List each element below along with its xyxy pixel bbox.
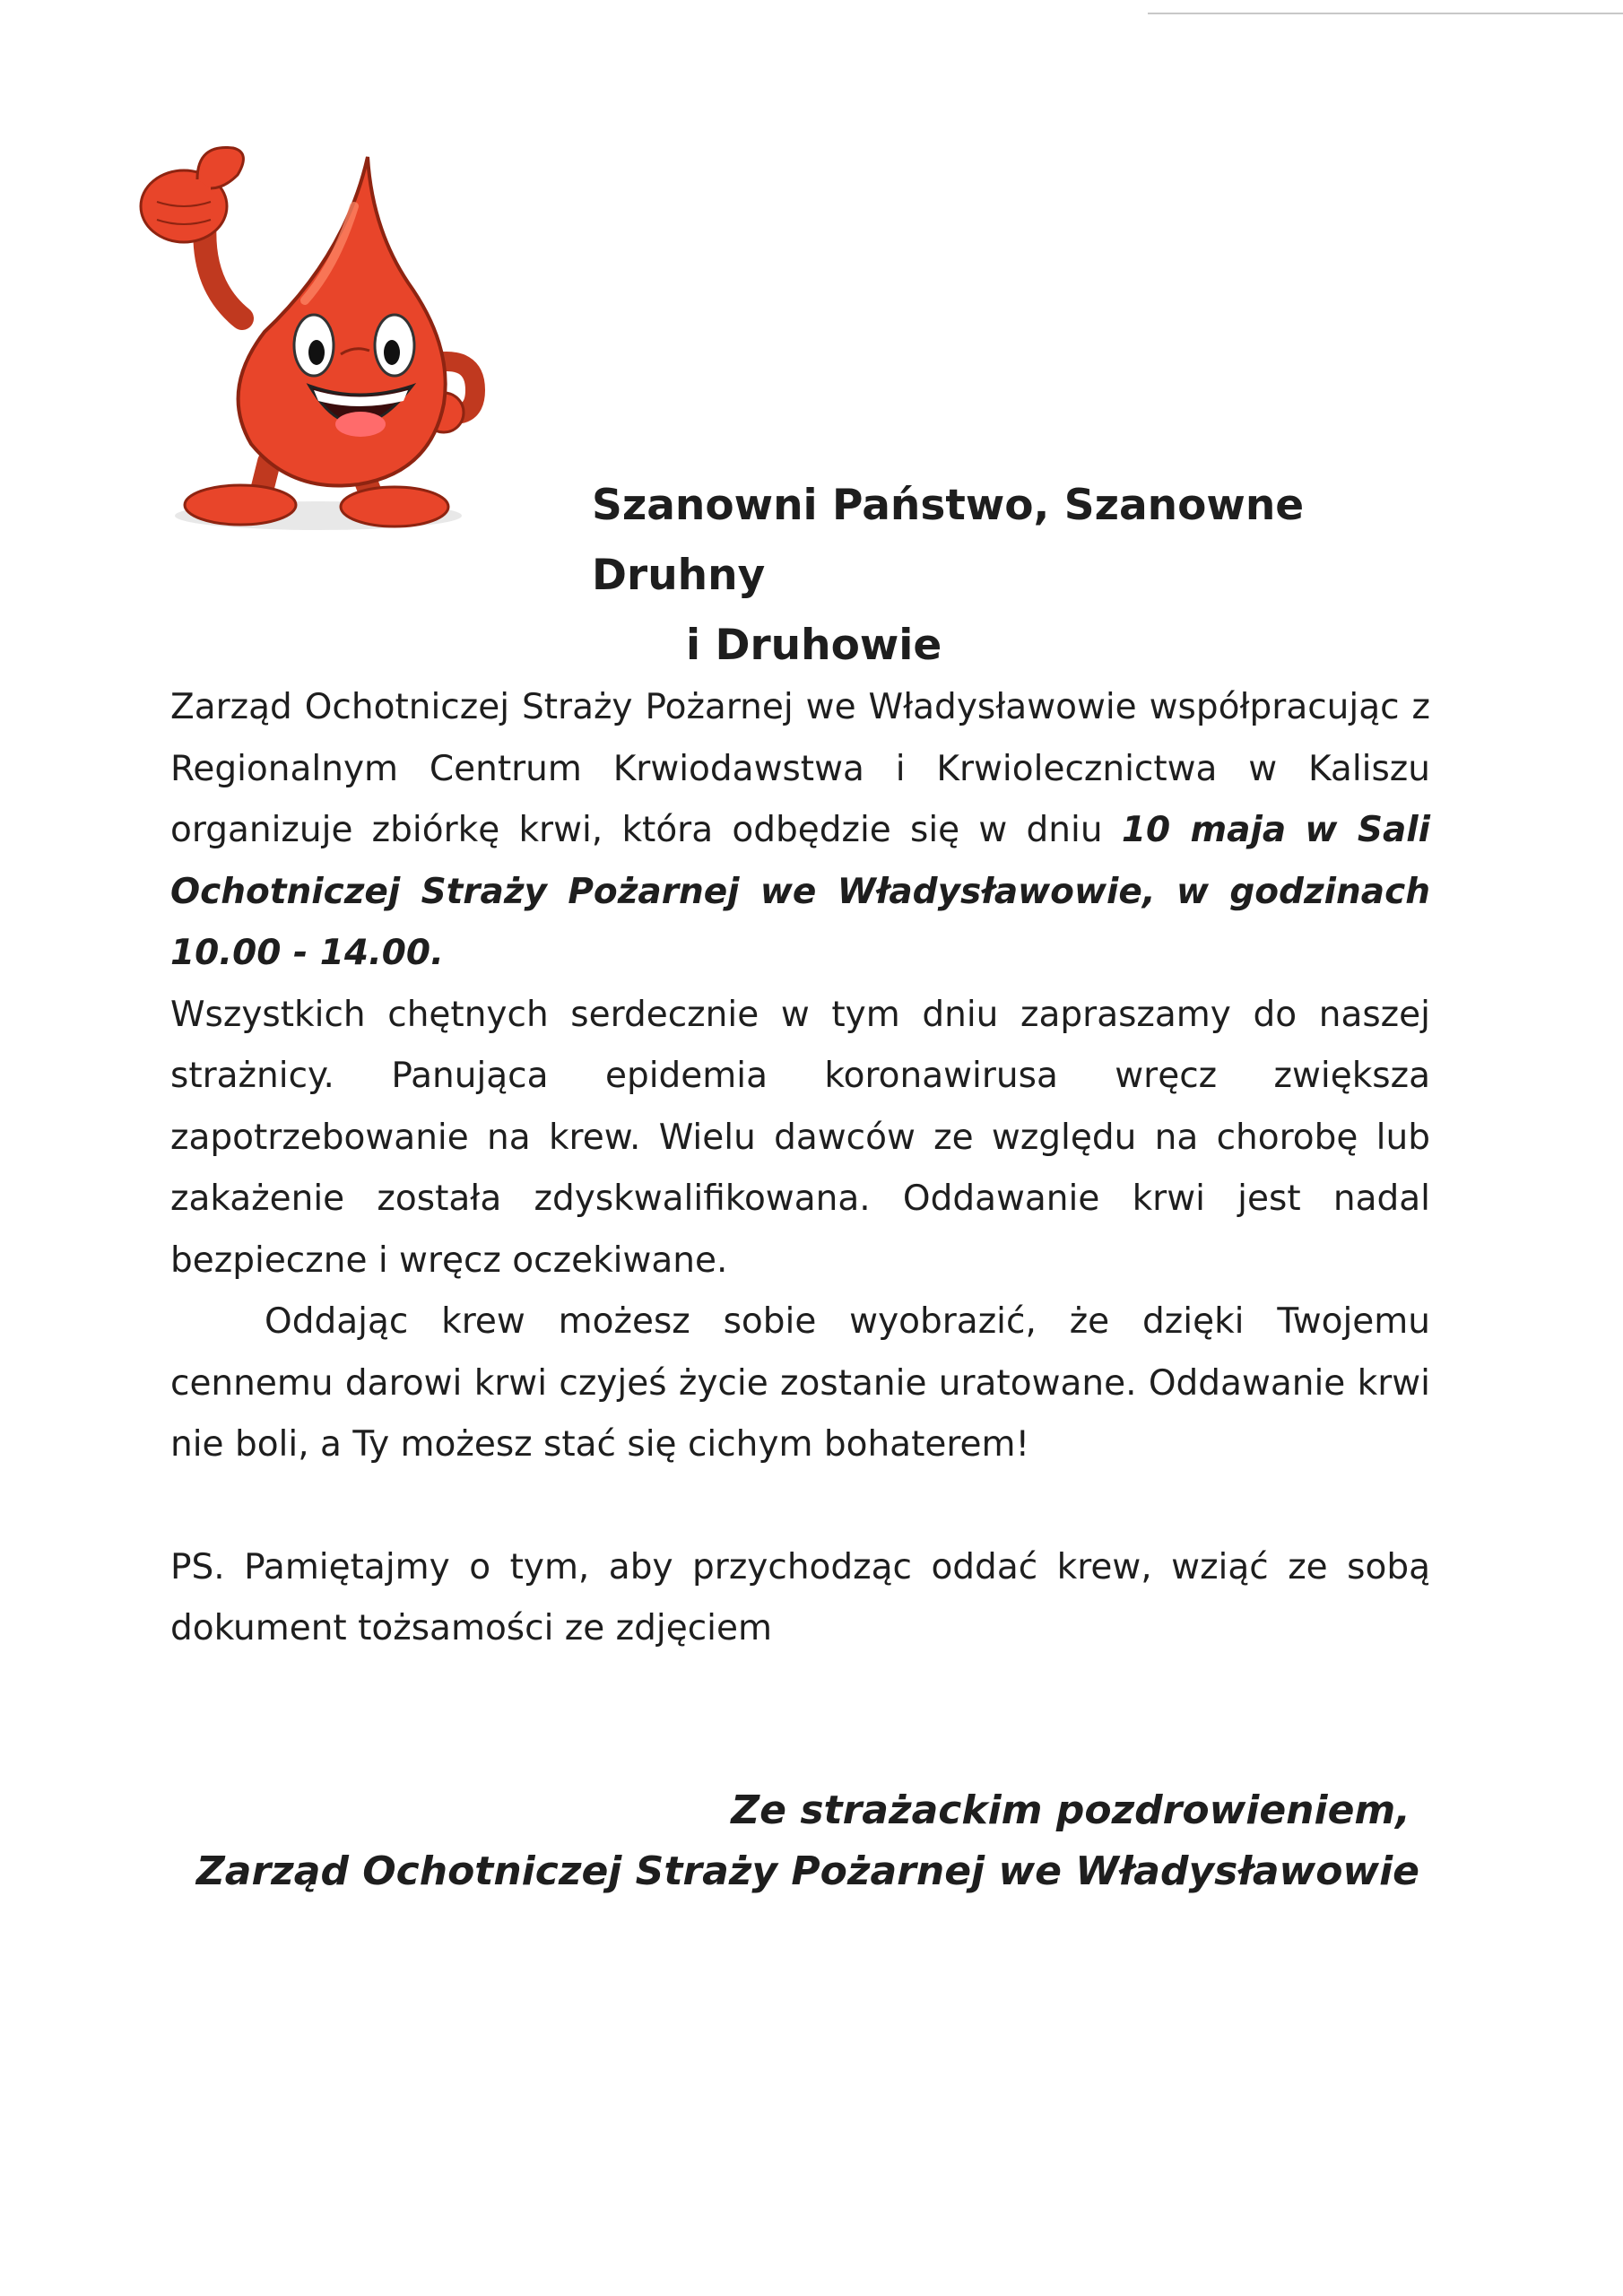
event-date: 10 maja [1121,810,1287,850]
body-paragraph-2: Oddając krew możesz sobie wyobrazić, że dzięki Twojemu cennemu darowi krwi czyjeś życie zostanie uratowane. Oddawanie krwi nie boli, a Ty możesz stać się cichym bohaterem! [170,1301,1430,1465]
closing-signature [195,1780,1419,1902]
intro-paragraph [170,677,1430,985]
greeting-heading [592,471,1453,681]
greeting-line-1: Szanowni Państwo, Szanowne Druhny [592,481,1305,600]
closing-line-1: Ze strażackim pozdrowieniem, [731,1787,1410,1833]
intro-text: Zarząd Ochotniczej Straży Pożarnej we Władysławowie współpracując z Regionalnym Centrum Krwiodawstwa i Krwiolecznictwa w Kaliszu organizuje zbiórkę krwi, która odbędzie się w dniu [170,687,1430,850]
greeting-line-2: i Druhowie [686,621,942,670]
scan-edge-line [1148,13,1623,14]
body-paragraph-1: Wszystkich chętnych serdecznie w tym dniu zapraszamy do naszej strażnicy. Panująca epidemia koronawirusa wręcz zwiększa zapotrzebowanie na krew. Wielu dawców ze względu na chorobę lub zakażenie została zdyskwalifikowana. Oddawanie krwi jest nadal bezpieczne i wręcz oczekiwane. [170,994,1430,1281]
letter-body [170,677,1430,1660]
event-location-time: w Sali Ochotniczej Straży Pożarnej we Władysławowie, w godzinach 10.00 - 14.00. [170,810,1430,973]
ps-note: PS. Pamiętajmy o tym, aby przychodząc oddać krew, wziąć ze sobą dokument tożsamości ze zdjęciem [170,1546,1430,1648]
closing-line-2: Zarząd Ochotniczej Straży Pożarnej we Władysławowie [195,1848,1419,1894]
blood-drop-mascot-icon [135,139,529,534]
